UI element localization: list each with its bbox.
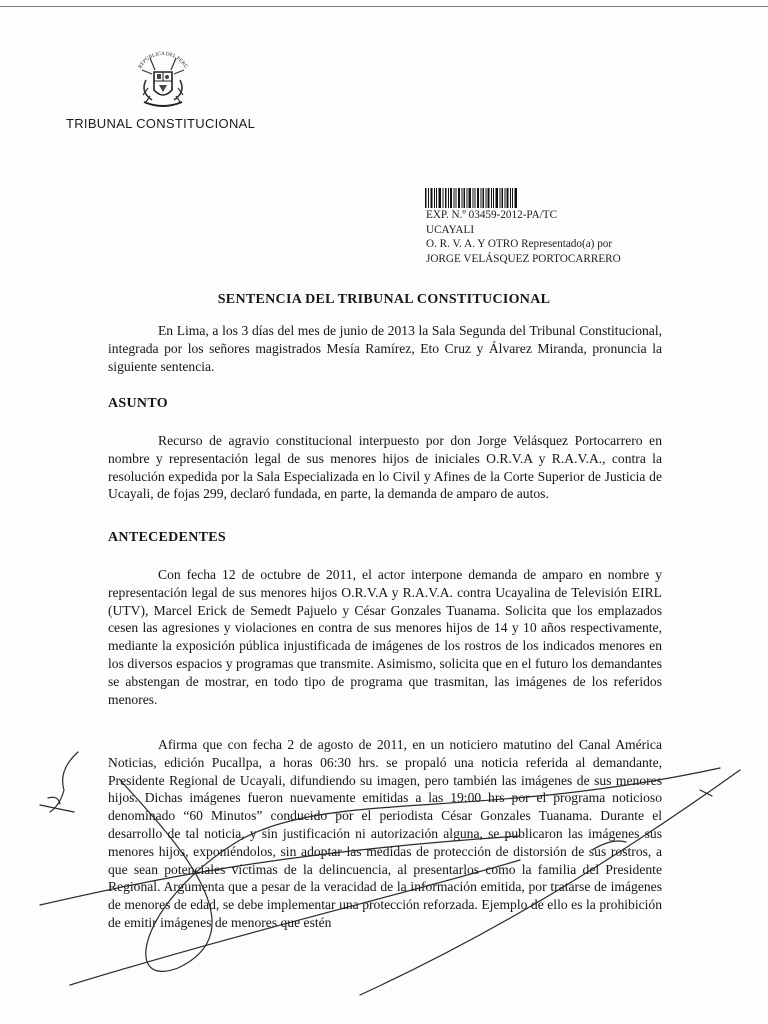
coat-of-arms-emblem: [128, 50, 198, 112]
case-number: EXP. N.º 03459-2012-PA/TC: [426, 209, 558, 221]
case-info-block: [426, 208, 621, 266]
case-representative: JORGE VELÁSQUEZ PORTOCARRERO: [426, 252, 621, 265]
institution-name: TRIBUNAL CONSTITUCIONAL: [66, 116, 256, 131]
case-parties: O. R. V. A. Y OTRO Representado(a) por: [426, 238, 613, 250]
asunto-heading: ASUNTO: [108, 396, 168, 411]
intro-paragraph: En Lima, a los 3 días del mes de junio de 2013 la Sala Segunda del Tribunal Constitucional, integrada por los señores magistrados Mesía Ramírez, Eto Cruz y Álvarez Miranda, pronuncia la siguiente sentencia.: [108, 323, 662, 374]
svg-text:REPÚBLICA DEL PERÚ: REPÚBLICA DEL PERÚ: [137, 50, 189, 70]
page-top-rule: [0, 6, 768, 7]
antecedentes-paragraph-2: Afirma que con fecha 2 de agosto de 2011, en un noticiero matutino del Canal América Noticias, edición Pucallpa, a horas 06:30 hrs. se propaló una noticia referida al demandante, Presidente Regional de Ucayali, difundiendo su imagen, pero también las imágenes de sus menores hijos. Dichas imágenes fueron nuevamente emitidas a las 19:00 hrs por el programa noticioso denominado “60 Minutos” conducido por el periodista César Gonzales Tuanama. Durante el desarrollo de tal noticia, y sin justificación ni autorización alguna, se publicaron las imágenes sus menores hijos, exponiéndolos, sin adoptar las medidas de protección de distorsión de sus rostros, a que sean potenciales víctimas de la delincuencia, al presentarlos como la familia del Presidente Regional. Argumenta que a pesar de la veracidad de la información emitida, por tratarse de imágenes de menores de edad, se debe implementar una protección reforzada. Ejemplo de ello es la prohibición de emitir imágenes de menores que estén: [108, 737, 662, 930]
asunto-paragraph: Recurso de agravio constitucional interpuesto por don Jorge Velásquez Portocarrero en nombre y representación legal de sus menores hijos de iniciales O.R.V.A y R.A.V.A., contra la resolución expedida por la Sala Especializada en lo Civil y Afines de la Corte Superior de Justicia de Ucayali, de fojas 299, declaró fundada, en parte, la demanda de amparo de autos.: [108, 433, 662, 502]
antecedentes-paragraph-1: Con fecha 12 de octubre de 2011, el actor interpone demanda de amparo en nombre y representación legal de sus menores hijos O.R.V.A y R.A.V.A. contra Ucayalina de Televisión EIRL (UTV), Marcel Erick de Semedt Pajuelo y César Gonzales Tuanama. Solicita que los emplazados cesen las agresiones y violaciones en contra de sus menores hijos de 14 y 10 años respectivamente, mediante la exposición pública injustificada de imágenes de los rostros de los indicados menores en los diversos espacios y programas que transmite. Asimismo, solicita que en el futuro los demandantes se abstengan de mostrar, en todo tipo de programa que trasmitan, las imágenes de los referidos menores.: [108, 567, 662, 707]
antecedentes-heading: ANTECEDENTES: [108, 530, 226, 545]
case-region: UCAYALI: [426, 223, 475, 236]
document-title: SENTENCIA DEL TRIBUNAL CONSTITUCIONAL: [217, 292, 551, 307]
barcode-image: [425, 188, 517, 208]
